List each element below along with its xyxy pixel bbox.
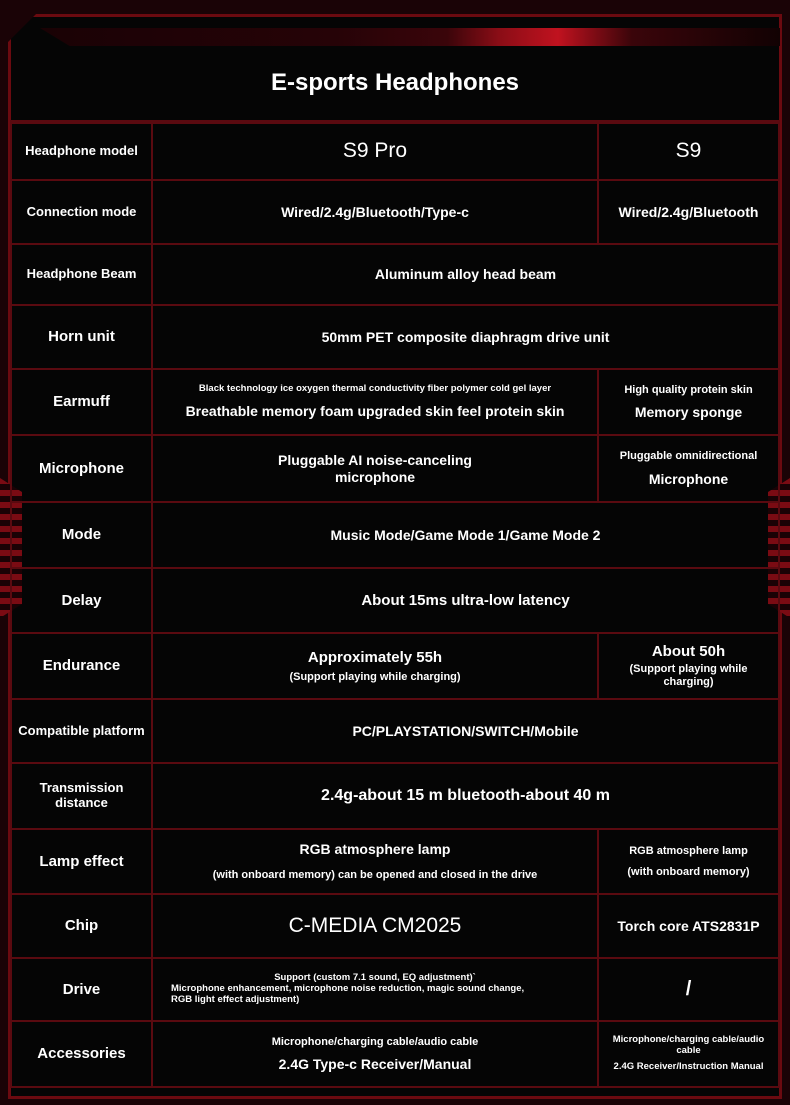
row-compatible-platform: [11, 699, 779, 763]
label-transmission-distance: Transmission distance: [11, 763, 152, 829]
earmuff-s9: [598, 369, 779, 435]
drive-s9: /: [598, 958, 779, 1021]
lamp-s9-line2: (with onboard memory): [627, 865, 750, 878]
endurance-s9-line1: About 50h: [651, 643, 726, 661]
label-chip: Chip: [11, 894, 152, 958]
spec-table: [10, 122, 780, 1088]
accessories-s9-pro-line2: 2.4G Type-c Receiver/Manual: [278, 1056, 472, 1073]
endurance-s9-pro-line1: Approximately 55h: [307, 648, 443, 666]
connection-s9: Wired/2.4g/Bluetooth: [598, 180, 779, 244]
row-transmission-distance: [11, 763, 779, 829]
microphone-s9-line2: Microphone: [648, 470, 729, 487]
label-connection-mode: Connection mode: [11, 180, 152, 244]
label-headphone-model: Headphone model: [11, 123, 152, 180]
microphone-s9: [598, 435, 779, 502]
accessories-s9-line1: Microphone/charging cable/audio cable: [612, 1034, 765, 1057]
row-connection-mode: [11, 180, 779, 244]
accessories-s9-line2: 2.4G Receiver/Instruction Manual: [613, 1060, 764, 1072]
label-mode: Mode: [11, 502, 152, 568]
label-earmuff: Earmuff: [11, 369, 152, 435]
label-endurance: Endurance: [11, 633, 152, 699]
earmuff-s9-line2: Memory sponge: [634, 404, 743, 421]
label-compatible-platform: Compatible platform: [11, 699, 152, 763]
mode-value: Music Mode/Game Mode 1/Game Mode 2: [152, 502, 779, 568]
row-endurance: [11, 633, 779, 699]
row-horn-unit: [11, 305, 779, 369]
label-horn-unit: Horn unit: [11, 305, 152, 369]
row-accessories: [11, 1021, 779, 1087]
lamp-s9-pro: [152, 829, 598, 894]
label-delay: Delay: [11, 568, 152, 633]
chip-s9-pro: C-MEDIA CM2025: [152, 894, 598, 958]
spec-table-container: [10, 46, 780, 1088]
drive-s9-pro-line2: Microphone enhancement, microphone noise reduction, magic sound change,: [171, 983, 525, 995]
drive-s9-pro-line3: RGB light effect adjustment): [171, 993, 300, 1005]
drive-s9-pro: [152, 958, 598, 1021]
lamp-s9: [598, 829, 779, 894]
row-delay: [11, 568, 779, 633]
label-lamp-effect: Lamp effect: [11, 829, 152, 894]
label-microphone: Microphone: [11, 435, 152, 502]
endurance-s9-line2: (Support playing while charging): [629, 663, 748, 689]
chip-s9: Torch core ATS2831P: [598, 894, 779, 958]
endurance-s9: [598, 633, 779, 699]
microphone-s9-line1: Pluggable omnidirectional: [619, 450, 758, 463]
endurance-s9-pro-line2: (Support playing while charging): [289, 670, 461, 683]
delay-value: About 15ms ultra-low latency: [152, 568, 779, 633]
microphone-s9-pro: [152, 435, 598, 502]
accessories-s9: [598, 1021, 779, 1087]
row-lamp-effect: [11, 829, 779, 894]
earmuff-s9-pro: [152, 369, 598, 435]
label-headphone-beam: Headphone Beam: [11, 244, 152, 305]
transmission-value: 2.4g-about 15 m bluetooth-about 40 m: [152, 763, 779, 829]
earmuff-s9-pro-line1: Black technology ice oxygen thermal conductivity fiber polymer cold gel layer: [198, 383, 552, 395]
microphone-s9-pro-line1: Pluggable AI noise-canceling: [278, 452, 472, 469]
label-drive: Drive: [11, 958, 152, 1021]
earmuff-s9-pro-line2: Breathable memory foam upgraded skin feel protein skin: [185, 403, 565, 420]
row-headphone-beam: [11, 244, 779, 305]
row-earmuff: [11, 369, 779, 435]
label-accessories: Accessories: [11, 1021, 152, 1087]
lamp-s9-line1: RGB atmosphere lamp: [629, 844, 748, 857]
endurance-s9-pro: [152, 633, 598, 699]
page-title: E-sports Headphones: [10, 46, 780, 122]
row-microphone: [11, 435, 779, 502]
top-red-stripe-decoration: [40, 28, 780, 46]
drive-s9-pro-line1: Support (custom 7.1 sound, EQ adjustment)`: [274, 972, 476, 984]
microphone-s9-pro-line2: microphone: [334, 468, 416, 485]
accessories-s9-pro-line1: Microphone/charging cable/audio cable: [271, 1035, 479, 1048]
row-chip: [11, 894, 779, 958]
lamp-s9-pro-line2: (with onboard memory) can be opened and closed in the drive: [212, 869, 538, 882]
platform-value: PC/PLAYSTATION/SWITCH/Mobile: [152, 699, 779, 763]
connection-s9-pro: Wired/2.4g/Bluetooth/Type-c: [152, 180, 598, 244]
row-headphone-model: [11, 123, 779, 180]
model-s9: S9: [598, 123, 779, 180]
accessories-s9-pro: [152, 1021, 598, 1087]
beam-value: Aluminum alloy head beam: [152, 244, 779, 305]
earmuff-s9-line1: High quality protein skin: [624, 383, 753, 396]
lamp-s9-pro-line1: RGB atmosphere lamp: [299, 841, 451, 858]
row-drive: [11, 958, 779, 1021]
horn-value: 50mm PET composite diaphragm drive unit: [152, 305, 779, 369]
row-mode: [11, 502, 779, 568]
model-s9-pro: S9 Pro: [152, 123, 598, 180]
